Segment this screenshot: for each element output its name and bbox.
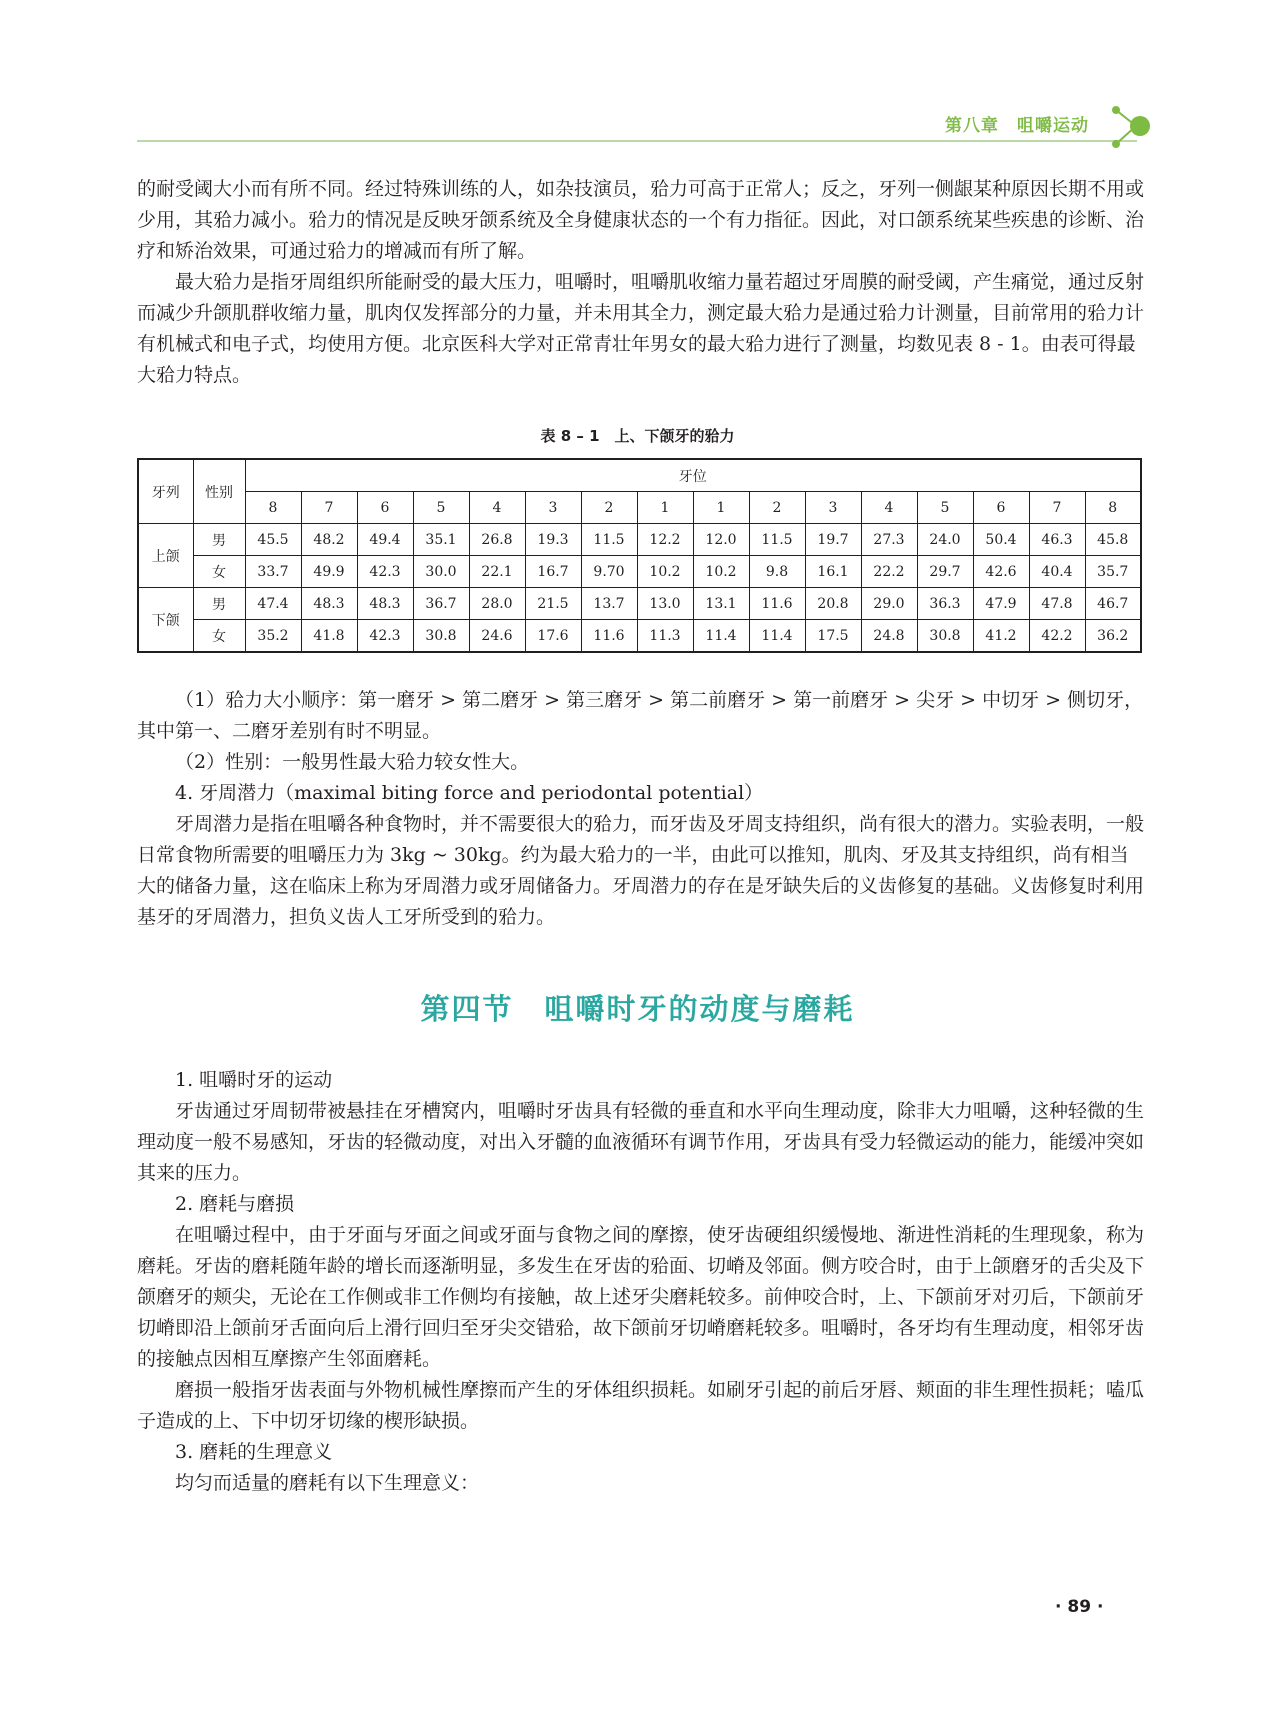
- value-cell: 11.3: [637, 620, 693, 653]
- value-cell: 16.7: [525, 556, 581, 588]
- tooth-number-cell: 8: [1085, 492, 1141, 524]
- molecule-icon: [1110, 104, 1156, 150]
- value-cell: 36.2: [1085, 620, 1141, 653]
- value-cell: 36.3: [917, 588, 973, 620]
- value-cell: 48.3: [301, 588, 357, 620]
- tooth-number-cell: 5: [413, 492, 469, 524]
- value-cell: 24.6: [469, 620, 525, 653]
- value-cell: 19.7: [805, 524, 861, 556]
- tooth-number-cell: 7: [1029, 492, 1085, 524]
- tooth-number-cell: 4: [861, 492, 917, 524]
- tooth-number-cell: 7: [301, 492, 357, 524]
- value-cell: 10.2: [693, 556, 749, 588]
- value-cell: 16.1: [805, 556, 861, 588]
- table-row: [138, 556, 1141, 588]
- table-caption: 表 8 – 1 上、下颌牙的𬌗力: [540, 427, 735, 445]
- value-cell: 13.0: [637, 588, 693, 620]
- value-cell: 22.1: [469, 556, 525, 588]
- value-cell: 49.4: [357, 524, 413, 556]
- tooth-number-cell: 2: [749, 492, 805, 524]
- value-cell: 20.8: [805, 588, 861, 620]
- value-cell: 11.5: [581, 524, 637, 556]
- value-cell: 46.7: [1085, 588, 1141, 620]
- bite-force-table: [137, 458, 1142, 653]
- value-cell: 48.3: [357, 588, 413, 620]
- value-cell: 29.7: [917, 556, 973, 588]
- value-cell: 13.1: [693, 588, 749, 620]
- value-cell: 12.0: [693, 524, 749, 556]
- arch-cell: 上颌: [138, 524, 193, 588]
- paragraph: 的耐受阈大小而有所不同。经过特殊训练的人，如杂技演员，𬌗力可高于正常人；反之，牙列一侧龈某种原因长期不用或少用，其𬌗力减小。𬌗力的情况是反映牙颌系统及全身健康状态的一个有力指征。因此，对口颌系统某些疾患的诊断、治疗和矫治效果，可通过𬌗力的增减而有所了解。: [137, 178, 1145, 262]
- tooth-number-cell: 3: [805, 492, 861, 524]
- value-cell: 10.2: [637, 556, 693, 588]
- value-cell: 12.2: [637, 524, 693, 556]
- sex-cell: 男: [193, 524, 245, 556]
- paragraph: 牙齿通过牙周韧带被悬挂在牙槽窝内，咀嚼时牙齿具有轻微的垂直和水平向生理动度，除非大力咀嚼，这种轻微的生理动度一般不易感知，牙齿的轻微动度，对出入牙髓的血液循环有调节作用，牙齿具有受力轻微运动的能力，能缓冲突如其来的压力。: [137, 1100, 1145, 1184]
- paragraph: 均匀而适量的磨耗有以下生理意义：: [175, 1472, 480, 1494]
- value-cell: 48.2: [301, 524, 357, 556]
- value-cell: 26.8: [469, 524, 525, 556]
- value-cell: 29.0: [861, 588, 917, 620]
- value-cell: 9.8: [749, 556, 805, 588]
- sex-header: 性别: [193, 459, 245, 524]
- value-cell: 22.2: [861, 556, 917, 588]
- value-cell: 50.4: [973, 524, 1029, 556]
- value-cell: 11.5: [749, 524, 805, 556]
- value-cell: 46.3: [1029, 524, 1085, 556]
- paragraph: 最大𬌗力是指牙周组织所能耐受的最大压力，咀嚼时，咀嚼肌收缩力量若超过牙周膜的耐受阈，产生痛觉，通过反射而减少升颌肌群收缩力量，肌肉仅发挥部分的力量，并未用其全力，测定最大𬌗力是通过𬌗力计测量，目前常用的𬌗力计有机械式和电子式，均使用方便。北京医科大学对正常青壮年男女的最大𬌗力进行了测量，均数见表 8 - 1。由表可得最大𬌗力特点。: [137, 271, 1145, 386]
- value-cell: 28.0: [469, 588, 525, 620]
- value-cell: 30.0: [413, 556, 469, 588]
- paragraph: 在咀嚼过程中，由于牙面与牙面之间或牙面与食物之间的摩擦，使牙齿硬组织缓慢地、渐进性消耗的生理现象，称为磨耗。牙齿的磨耗随年龄的增长而逐渐明显，多发生在牙齿的𬌗面、切嵴及邻面。侧方咬合时，由于上颌磨牙的舌尖及下颌磨牙的颊尖，无论在工作侧或非工作侧均有接触，故上述牙尖磨耗较多。前伸咬合时，上、下颌前牙对刃后，下颌前牙切嵴即沿上颌前牙舌面向后上滑行回归至牙尖交错𬌗，故下颌前牙切嵴磨耗较多。咀嚼时，各牙均有生理动度，相邻牙齿的接触点因相互摩擦产生邻面磨耗。: [137, 1224, 1145, 1370]
- value-cell: 35.7: [1085, 556, 1141, 588]
- tooth-number-cell: 6: [357, 492, 413, 524]
- value-cell: 42.3: [357, 556, 413, 588]
- value-cell: 45.8: [1085, 524, 1141, 556]
- body-text-bottom: [137, 1065, 1147, 1499]
- value-cell: 47.8: [1029, 588, 1085, 620]
- value-cell: 49.9: [301, 556, 357, 588]
- page-number: · 89 ·: [1055, 1597, 1104, 1617]
- value-cell: 11.4: [749, 620, 805, 653]
- value-cell: 17.6: [525, 620, 581, 653]
- value-cell: 40.4: [1029, 556, 1085, 588]
- table-row: [138, 588, 1141, 620]
- value-cell: 11.4: [693, 620, 749, 653]
- value-cell: 36.7: [413, 588, 469, 620]
- tooth-number-cell: 8: [245, 492, 301, 524]
- body-text-middle: [137, 685, 1147, 933]
- subheading: 4. 牙周潜力（maximal biting force and periodontal potential）: [175, 782, 764, 804]
- value-cell: 19.3: [525, 524, 581, 556]
- value-cell: 33.7: [245, 556, 301, 588]
- header-rule: [137, 140, 1137, 142]
- table-row: [138, 524, 1141, 556]
- value-cell: 21.5: [525, 588, 581, 620]
- tooth-number-cell: 1: [637, 492, 693, 524]
- value-cell: 42.3: [357, 620, 413, 653]
- value-cell: 47.9: [973, 588, 1029, 620]
- tooth-number-cell: 3: [525, 492, 581, 524]
- value-cell: 35.1: [413, 524, 469, 556]
- paragraph: （2）性别：一般男性最大𬌗力较女性大。: [175, 751, 530, 773]
- value-cell: 11.6: [581, 620, 637, 653]
- subheading: 3. 磨耗的生理意义: [175, 1441, 333, 1463]
- arch-header: 牙列: [138, 459, 193, 524]
- tooth-number-cell: 5: [917, 492, 973, 524]
- tooth-number-cell: 1: [693, 492, 749, 524]
- paragraph: （1）𬌗力大小顺序：第一磨牙 > 第二磨牙 > 第三磨牙 > 第二前磨牙 > 第一前磨牙 > 尖牙 > 中切牙 > 侧切牙，其中第一、二磨牙差别有时不明显。: [137, 689, 1144, 742]
- body-text-top: [137, 174, 1147, 391]
- value-cell: 13.7: [581, 588, 637, 620]
- tooth-position-header: 牙位: [245, 459, 1141, 492]
- value-cell: 27.3: [861, 524, 917, 556]
- value-cell: 30.8: [413, 620, 469, 653]
- subheading: 2. 磨耗与磨损: [175, 1193, 295, 1215]
- value-cell: 41.2: [973, 620, 1029, 653]
- value-cell: 42.6: [973, 556, 1029, 588]
- chapter-title: 第八章 咀嚼运动: [945, 116, 1089, 136]
- table-row: [138, 620, 1141, 653]
- value-cell: 45.5: [245, 524, 301, 556]
- value-cell: 24.8: [861, 620, 917, 653]
- value-cell: 24.0: [917, 524, 973, 556]
- value-cell: 17.5: [805, 620, 861, 653]
- paragraph: 牙周潜力是指在咀嚼各种食物时，并不需要很大的𬌗力，而牙齿及牙周支持组织，尚有很大的潜力。实验表明，一般日常食物所需要的咀嚼压力为 3kg ~ 30kg。约为最大𬌗力的一半，由此可以推知，肌肉、牙及其支持组织，尚有相当大的储备力量，这在临床上称为牙周潜力或牙周储备力。牙周潜力的存在是牙缺失后的义齿修复的基础。义齿修复时利用基牙的牙周潜力，担负义齿人工牙所受到的𬌗力。: [137, 813, 1145, 928]
- section-heading: 第四节 咀嚼时牙的动度与磨耗: [420, 992, 855, 1026]
- value-cell: 42.2: [1029, 620, 1085, 653]
- value-cell: 41.8: [301, 620, 357, 653]
- value-cell: 47.4: [245, 588, 301, 620]
- sex-cell: 男: [193, 588, 245, 620]
- value-cell: 35.2: [245, 620, 301, 653]
- tooth-number-cell: 2: [581, 492, 637, 524]
- tooth-number-cell: 6: [973, 492, 1029, 524]
- arch-cell: 下颌: [138, 588, 193, 653]
- value-cell: 30.8: [917, 620, 973, 653]
- sex-cell: 女: [193, 620, 245, 653]
- subheading: 1. 咀嚼时牙的运动: [175, 1069, 333, 1091]
- sex-cell: 女: [193, 556, 245, 588]
- value-cell: 11.6: [749, 588, 805, 620]
- paragraph: 磨损一般指牙齿表面与外物机械性摩擦而产生的牙体组织损耗。如刷牙引起的前后牙唇、颊面的非生理性损耗；嗑瓜子造成的上、下中切牙切缘的楔形缺损。: [137, 1379, 1145, 1432]
- value-cell: 9.70: [581, 556, 637, 588]
- tooth-number-cell: 4: [469, 492, 525, 524]
